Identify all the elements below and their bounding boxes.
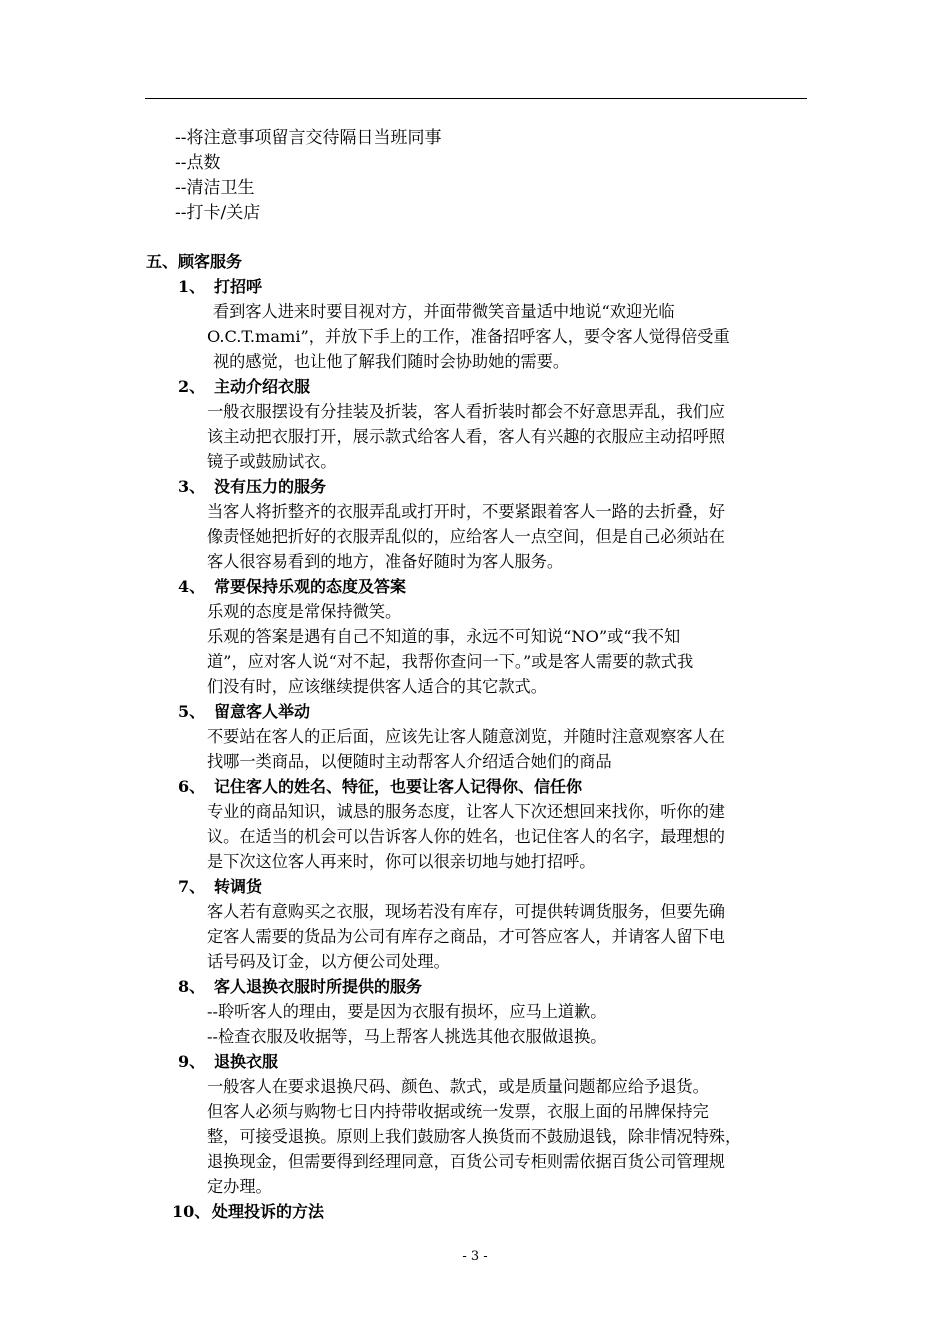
item-number: 6、 [178,777,206,796]
intro-line: --清洁卫生 [175,178,255,198]
item-heading [178,977,422,997]
intro-line: --打卡/关店 [175,203,261,223]
item-text-line: O.C.T.mami”，并放下手上的工作，准备招呼客人，要令客人觉得倍受重 [207,327,730,346]
item-text-line: 该主动把衣服打开，展示款式给客人看，客人有兴趣的衣服应主动招呼照 [207,427,725,446]
item-heading [178,477,326,497]
item-title: 处理投诉的方法 [212,1202,325,1221]
intro-line: --点数 [175,153,221,173]
item-text-line: 一般衣服摆设有分挂装及折装，客人看折装时都会不好意思弄乱，我们应 [207,402,725,421]
item-text-line: 们没有时，应该继续提供客人适合的其它款式。 [207,677,547,696]
item-title: 没有压力的服务 [214,477,327,496]
item-heading [178,702,310,722]
item-text-line: 客人很容易看到的地方，准备好随时为客人服务。 [207,552,564,571]
item-text-line: 定客人需要的货品为公司有库存之商品，才可答应客人，并请客人留下电 [207,927,725,946]
item-number: 5、 [178,702,206,721]
item-text-line: 定办理。 [207,1177,272,1196]
item-number: 10、 [172,1202,211,1221]
item-number: 8、 [178,977,206,996]
item-text-line: 话号码及订金，以方便公司处理。 [207,952,450,971]
item-title: 留意客人举动 [214,702,311,721]
item-heading [178,1052,278,1072]
item-text-line: 专业的商品知识，诚恳的服务态度，让客人下次还想回来找你，听你的建 [207,802,725,821]
item-heading [178,377,310,397]
section-title: 五、顾客服务 [146,252,243,271]
item-text-line: 不要站在客人的正后面，应该先让客人随意浏览，并随时注意观察客人在 [207,727,725,746]
item-text-line: --聆听客人的理由，要是因为衣服有损坏，应马上道歉。 [207,1002,607,1021]
item-title: 退换衣服 [214,1052,279,1071]
header-rule [145,98,807,99]
item-text-line: 道”，应对客人说“对不起，我帮你查问一下。”或是客人需要的款式我 [207,652,694,671]
item-text-line: 客人若有意购买之衣服，现场若没有库存，可提供转调货服务，但要先确 [207,902,725,921]
item-heading [178,277,262,297]
item-text-line: 整，可接受退换。原则上我们鼓励客人换货而不鼓励退钱，除非情况特殊， [207,1127,742,1146]
item-text-line: 议。在适当的机会可以告诉客人你的姓名，也记住客人的名字，最理想的 [207,827,725,846]
item-title: 打招呼 [214,277,263,296]
item-title: 主动介绍衣服 [214,377,311,396]
item-text-line: 视的感觉，也让他了解我们随时会协助她的需要。 [213,352,570,371]
item-number: 9、 [178,1052,206,1071]
item-title: 常要保持乐观的态度及答案 [214,577,407,596]
page-number: - 3 - [462,1249,488,1264]
item-text-line: 但客人必须与购物七日内持带收据或统一发票，衣服上面的吊牌保持完 [207,1102,709,1121]
item-heading [178,877,262,897]
item-number: 2、 [178,377,206,396]
item-number: 7、 [178,877,206,896]
intro-line: --将注意事项留言交待隔日当班同事 [175,128,442,148]
item-text-line: 退换现金，但需要得到经理同意，百货公司专柜则需依据百货公司管理规 [207,1152,725,1171]
item-heading [178,577,406,597]
item-text-line: 乐观的态度是常保持微笑。 [207,602,402,621]
item-text-line: 一般客人在要求退换尺码、颜色、款式，或是质量问题都应给予退货。 [207,1077,709,1096]
item-text-line: 找哪一类商品，以便随时主动帮客人介绍适合她们的商品 [207,752,612,771]
item-text-line: 镜子或鼓励试衣。 [207,452,337,471]
item-text-line: 看到客人进来时要目视对方，并面带微笑音量适中地说“欢迎光临 [213,302,675,321]
item-text-line: --检查衣服及收据等，马上帮客人挑选其他衣服做退换。 [207,1027,607,1046]
item-heading [172,1202,324,1222]
item-number: 4、 [178,577,206,596]
item-heading [178,777,582,797]
item-number: 3、 [178,477,206,496]
item-text-line: 像责怪她把折好的衣服弄乱似的，应给客人一点空间，但是自己必须站在 [207,527,725,546]
item-title: 记住客人的姓名、特征，也要让客人记得你、信任你 [214,777,583,796]
item-text-line: 乐观的答案是遇有自己不知道的事，永远不可知说“NO”或“我不知 [207,627,681,646]
item-number: 1、 [178,277,206,296]
item-title: 客人退换衣服时所提供的服务 [214,977,423,996]
item-title: 转调货 [214,877,263,896]
item-text-line: 当客人将折整齐的衣服弄乱或打开时，不要紧跟着客人一路的去折叠，好 [207,502,725,521]
item-text-line: 是下次这位客人再来时，你可以很亲切地与她打招呼。 [207,852,596,871]
